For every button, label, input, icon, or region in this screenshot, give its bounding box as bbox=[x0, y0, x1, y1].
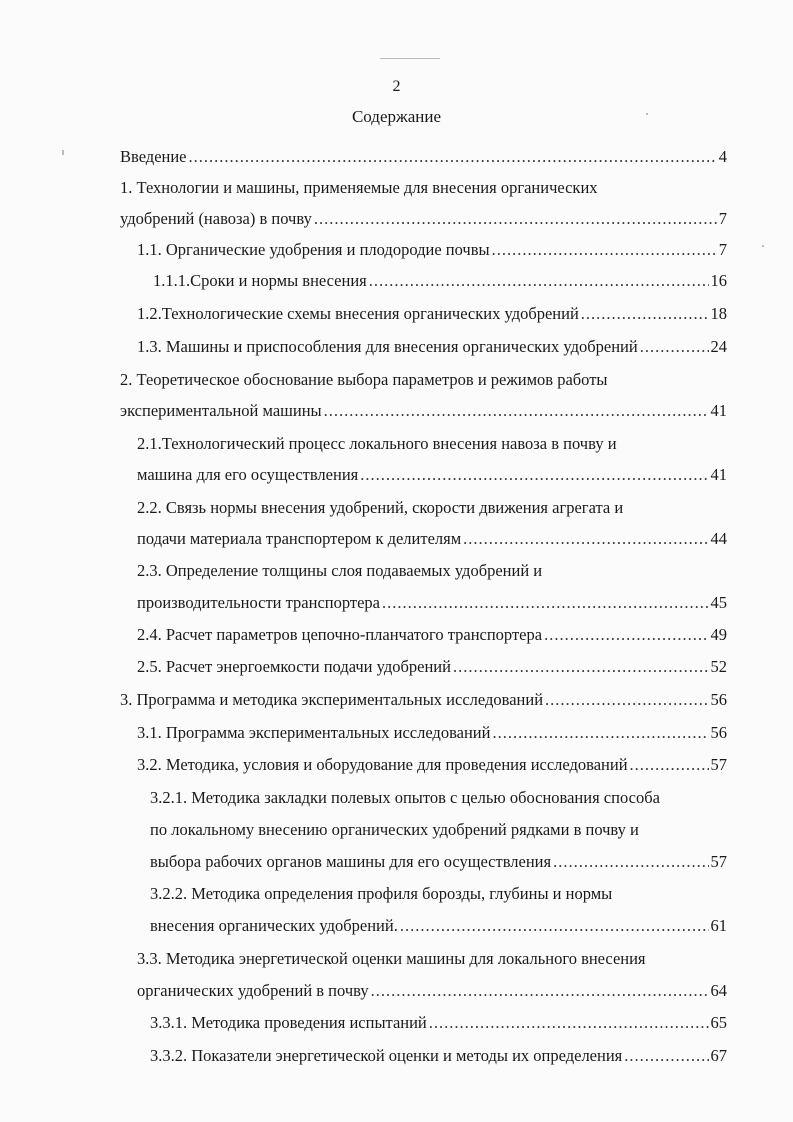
toc-leader bbox=[369, 265, 709, 296]
toc-entry-page: 18 bbox=[710, 304, 727, 323]
toc-leader bbox=[624, 1040, 708, 1071]
toc-entry bbox=[150, 782, 727, 813]
toc-entry bbox=[150, 878, 727, 909]
toc-entry-text: удобрений (навоза) в почву bbox=[120, 209, 312, 228]
toc-entry bbox=[120, 172, 727, 203]
toc-entry-text: 1.2.Технологические схемы внесения органических удобрений bbox=[137, 304, 579, 323]
toc-entry bbox=[150, 910, 727, 941]
toc-leader bbox=[189, 141, 717, 172]
toc-leader bbox=[314, 203, 717, 234]
toc-entry bbox=[137, 428, 727, 459]
toc-entry bbox=[137, 492, 727, 523]
toc-entry bbox=[137, 749, 727, 780]
toc-entry-text: производительности транспортера bbox=[137, 593, 380, 612]
toc-leader bbox=[581, 298, 709, 329]
toc-entry-text: машина для его осуществления bbox=[137, 465, 359, 484]
toc-entry bbox=[153, 265, 727, 296]
toc-entry bbox=[137, 298, 727, 329]
toc-entry-text: 3.3. Методика энергетической оценки машины для локального внесения bbox=[137, 949, 646, 968]
toc-entry-text: 3.2. Методика, условия и оборудование для проведения исследований bbox=[137, 755, 628, 774]
toc-entry-text: выбора рабочих органов машины для его осуществления bbox=[150, 852, 552, 871]
toc-entry bbox=[120, 684, 727, 715]
toc-leader bbox=[544, 619, 708, 650]
toc-entry-page: 4 bbox=[718, 147, 727, 166]
toc-leader bbox=[400, 910, 709, 941]
scan-speck bbox=[762, 245, 764, 247]
toc-entry-text: 2.5. Расчет энергоемкости подачи удобрений bbox=[137, 657, 451, 676]
toc-entry bbox=[137, 975, 727, 1006]
toc-entry-text: подачи материала транспортером к делителям bbox=[137, 529, 462, 548]
toc-entry bbox=[137, 717, 727, 748]
toc-entry-page: 45 bbox=[710, 593, 727, 612]
page-number: 2 bbox=[392, 78, 401, 95]
toc-entry-page: 64 bbox=[710, 981, 727, 1000]
toc-leader bbox=[360, 459, 708, 490]
toc-entry-page: 56 bbox=[710, 723, 727, 742]
toc-entry-text: 2. Теоретическое обоснование выбора параметров и режимов работы bbox=[120, 370, 608, 389]
toc-entry bbox=[137, 555, 727, 586]
toc-entry-page: 61 bbox=[710, 916, 727, 935]
toc-entry-text: 1.1. Органические удобрения и плодородие почвы bbox=[137, 240, 490, 259]
toc-entry-text: 3. Программа и методика экспериментальных исследований bbox=[120, 690, 544, 709]
toc-leader bbox=[463, 523, 708, 554]
toc-leader bbox=[324, 395, 709, 426]
toc-entry-text: 2.3. Определение толщины слоя подаваемых удобрений и bbox=[137, 561, 543, 580]
scan-speck bbox=[646, 113, 648, 115]
toc-leader bbox=[630, 749, 709, 780]
toc-entry bbox=[137, 943, 727, 974]
toc-entry-text: Введение bbox=[120, 147, 187, 166]
toc-entry-page: 7 bbox=[718, 209, 727, 228]
toc-entry-text: экспериментальной машины bbox=[120, 401, 322, 420]
toc-entry-text: 1.1.1.Сроки и нормы внесения bbox=[153, 271, 367, 290]
toc-entry bbox=[137, 619, 727, 650]
toc-leader bbox=[371, 975, 709, 1006]
toc-entry-page: 7 bbox=[718, 240, 727, 259]
toc-entry bbox=[150, 814, 727, 845]
toc-entry bbox=[150, 1040, 727, 1071]
toc-entry-text: 3.3.1. Методика проведения испытаний bbox=[150, 1013, 427, 1032]
toc-leader bbox=[545, 684, 708, 715]
toc-entry-page: 67 bbox=[710, 1046, 727, 1065]
toc-entry-page: 24 bbox=[710, 337, 727, 356]
toc-leader bbox=[492, 717, 708, 748]
toc-entry-text: 1. Технологии и машины, применяемые для внесения органических bbox=[120, 178, 598, 197]
toc-entry bbox=[137, 234, 727, 265]
toc-entry bbox=[150, 1007, 727, 1038]
toc-entry bbox=[137, 587, 727, 618]
toc-entry-page: 16 bbox=[710, 271, 727, 290]
toc-entry bbox=[150, 846, 727, 877]
toc-entry bbox=[137, 459, 727, 490]
toc-entry bbox=[137, 651, 727, 682]
toc-leader bbox=[492, 234, 717, 265]
toc-entry-text: внесения органических удобрений. bbox=[150, 916, 398, 935]
toc-entry bbox=[137, 331, 727, 362]
toc-entry-text: 3.1. Программа экспериментальных исследований bbox=[137, 723, 491, 742]
toc-entry-page: 52 bbox=[710, 657, 727, 676]
toc-entry-text: 2.2. Связь нормы внесения удобрений, скорости движения агрегата и bbox=[137, 498, 624, 517]
toc-entry-text: 3.2.1. Методика закладки полевых опытов с целью обоснования способа bbox=[150, 788, 660, 807]
toc-entry bbox=[137, 523, 727, 554]
toc-entry bbox=[120, 203, 727, 234]
toc-entry-page: 57 bbox=[710, 852, 727, 871]
toc-entry-text: 1.3. Машины и приспособления для внесения органических удобрений bbox=[137, 337, 638, 356]
toc-entry-text: 3.3.2. Показатели энергетической оценки и методы их определения bbox=[150, 1046, 623, 1065]
toc-entry-page: 41 bbox=[710, 465, 727, 484]
toc-entry-text: по локальному внесению органических удобрений рядками в почву и bbox=[150, 820, 639, 839]
toc-title: Содержание bbox=[351, 107, 442, 126]
toc-entry-text: 3.2.2. Методика определения профиля борозды, глубины и нормы bbox=[150, 884, 613, 903]
toc-leader bbox=[640, 331, 709, 362]
toc-entry-text: органических удобрений в почву bbox=[137, 981, 369, 1000]
toc-entry-page: 41 bbox=[710, 401, 727, 420]
toc-entry-page: 56 bbox=[710, 690, 727, 709]
toc-entry bbox=[120, 364, 727, 395]
scan-speck bbox=[380, 58, 440, 59]
toc-entry-page: 57 bbox=[710, 755, 727, 774]
toc-leader bbox=[453, 651, 709, 682]
toc-entry-page: 44 bbox=[710, 529, 727, 548]
toc-entry-text: 2.4. Расчет параметров цепочно-планчатого транспортера bbox=[137, 625, 543, 644]
toc-leader bbox=[382, 587, 709, 618]
toc-entry-text: 2.1.Технологический процесс локального внесения навоза в почву и bbox=[137, 434, 617, 453]
toc-entry-page: 65 bbox=[710, 1013, 727, 1032]
toc-entry-page: 49 bbox=[710, 625, 727, 644]
toc-leader bbox=[553, 846, 708, 877]
toc-leader bbox=[429, 1007, 709, 1038]
scan-speck bbox=[62, 150, 64, 155]
toc-entry bbox=[120, 141, 727, 172]
toc-entry bbox=[120, 395, 727, 426]
